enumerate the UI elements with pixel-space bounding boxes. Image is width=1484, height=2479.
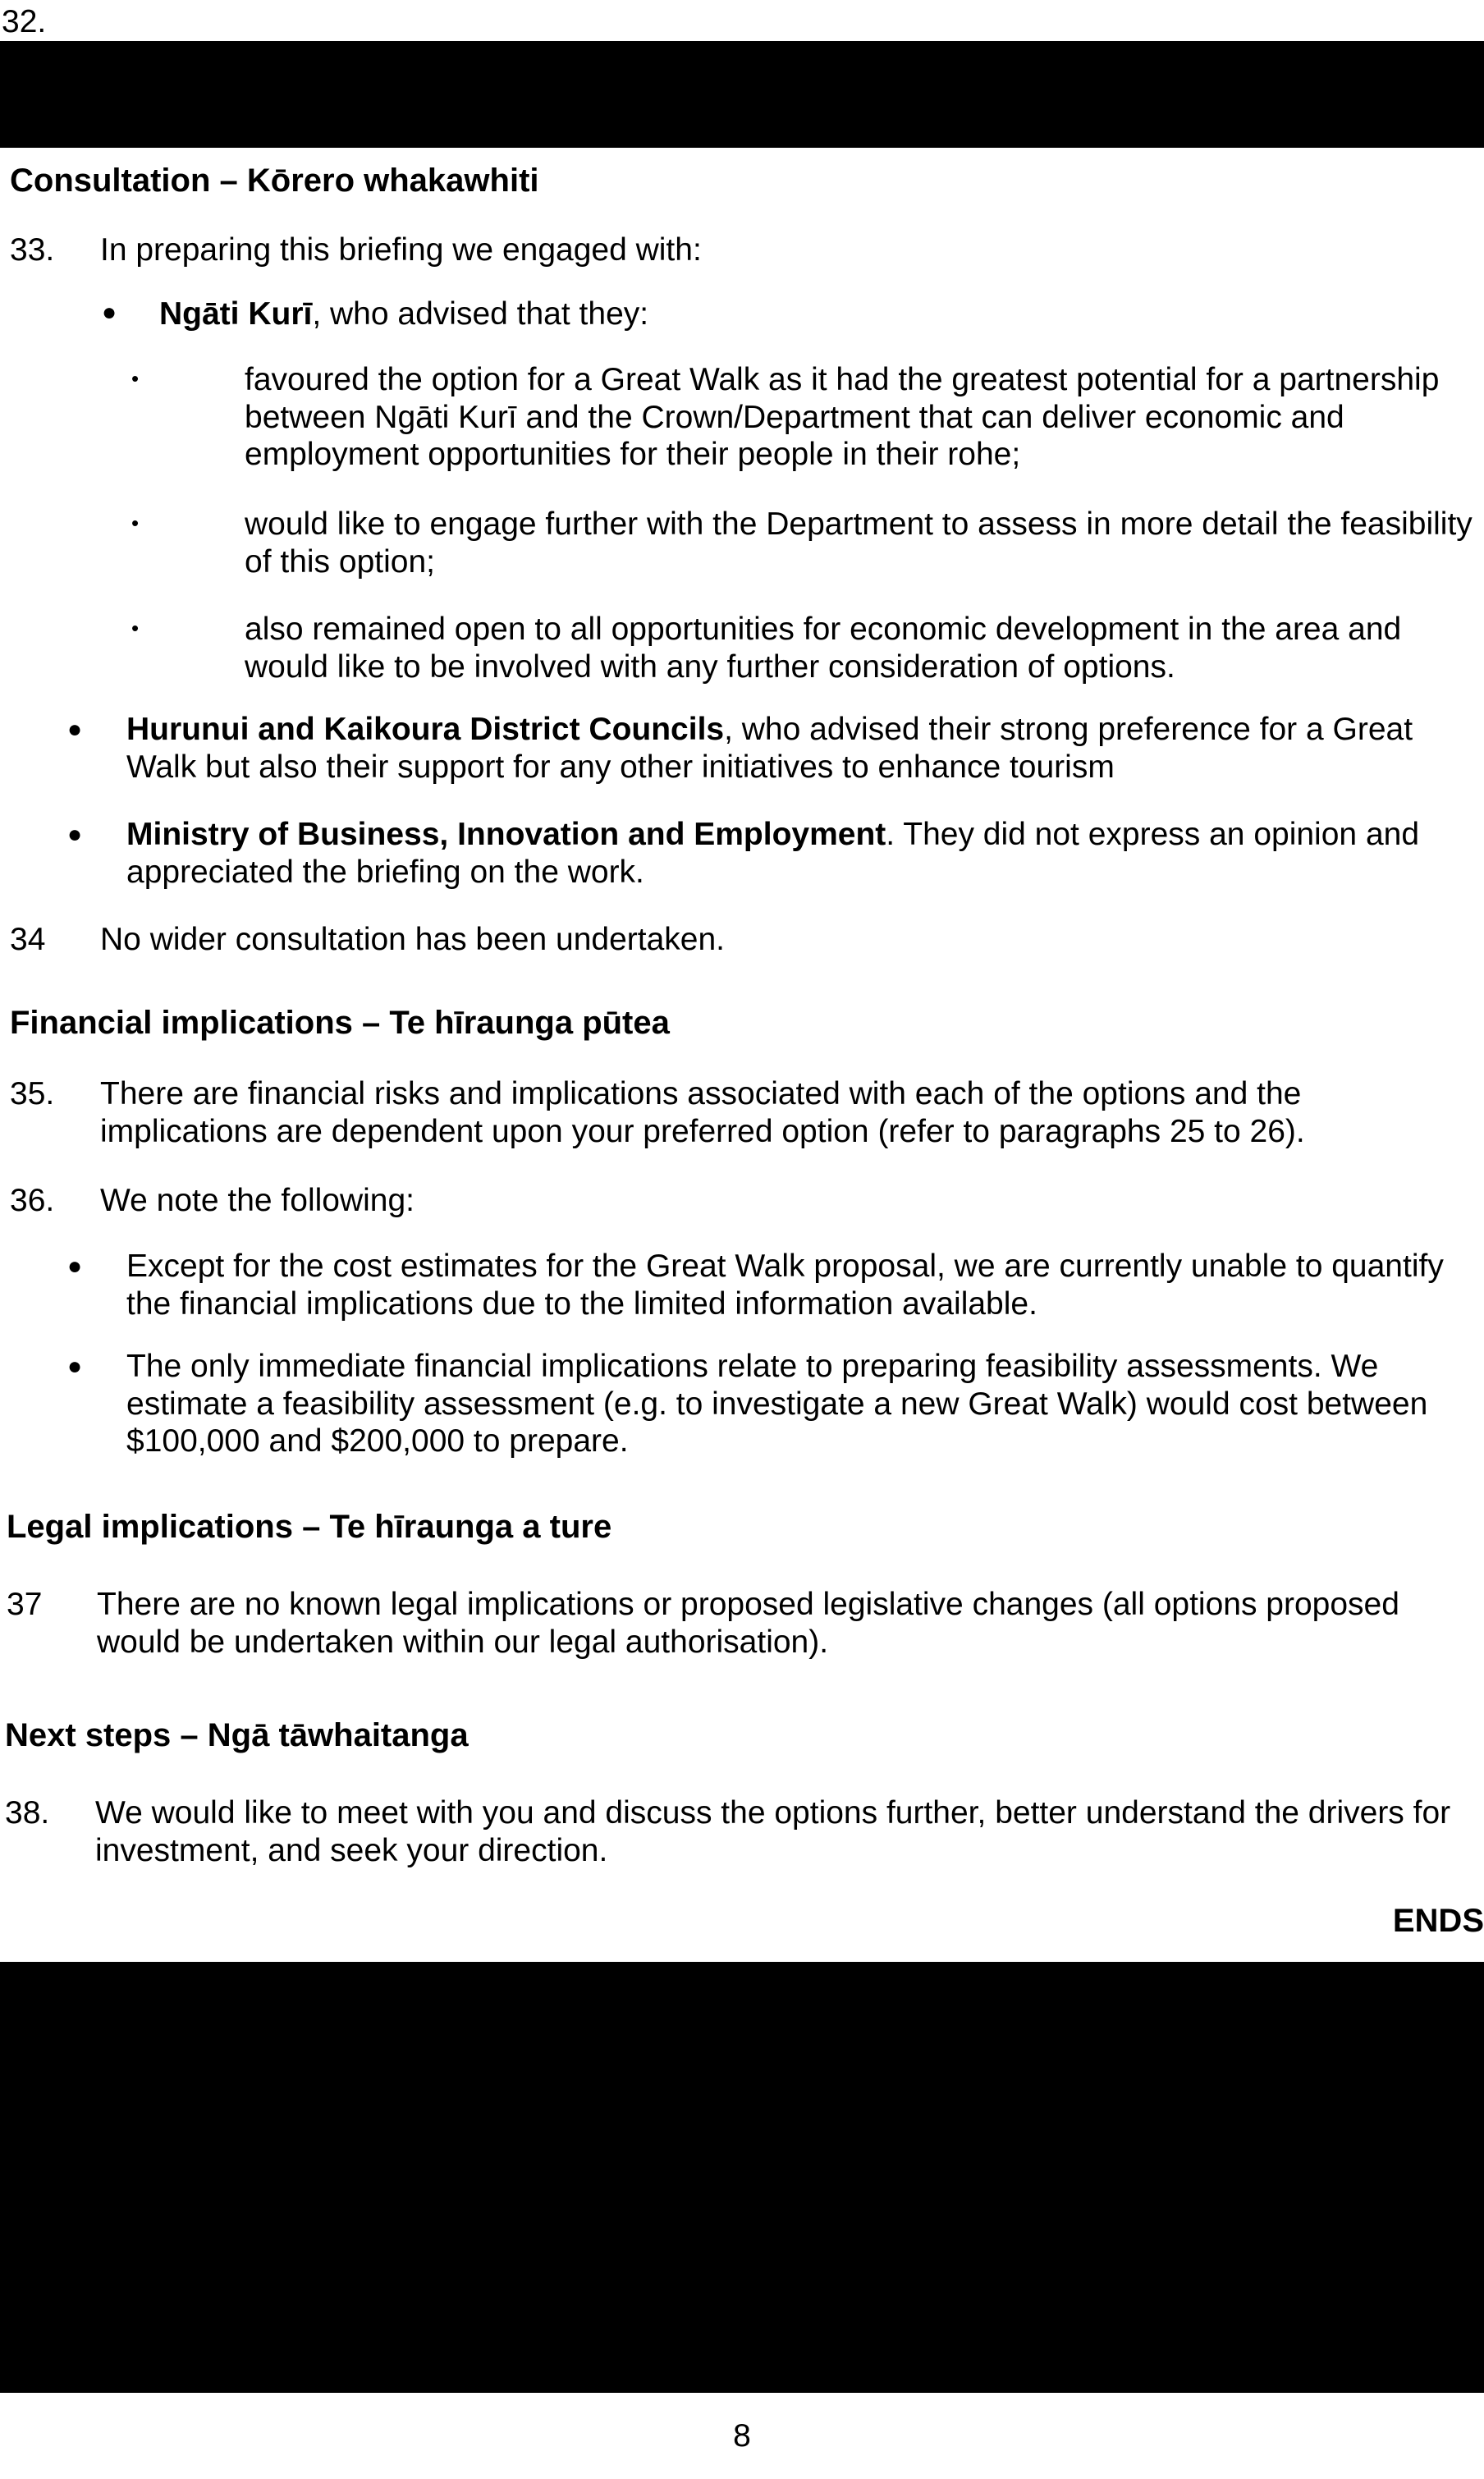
para-37-number: 37 xyxy=(7,1587,43,1622)
subbullet-1: • xyxy=(131,366,140,391)
hurunui-rest: , who advised their strong preference for a Great Walk but also their support for any other initiatives to enhance tourism xyxy=(126,712,1413,785)
para-36-text: We note the following: xyxy=(100,1183,415,1218)
ngati-sub-3: also remained open to all opportunities for economic development in the area and would like to be involved with any further consideration of options. xyxy=(245,612,1402,685)
financial-bullet-2: The only immediate financial implications relate to preparing feasibility assessments. We estimate a feasibility assessment (e.g. to investigate a new Great Walk) would cost between $100,000 and $200,000 to prepare. xyxy=(126,1349,1428,1459)
ngati-rest: , who advised that they: xyxy=(312,296,649,332)
subbullet-3: • xyxy=(131,616,140,640)
ngati-sub-2: would like to engage further with the Department to assess in more detail the feasibility of this option; xyxy=(245,506,1473,580)
para-38-text: We would like to meet with you and discuss the options further, better understand the drivers for investment, and seek your direction. xyxy=(95,1795,1451,1868)
heading-financial: Financial implications – Te hīraunga pūtea xyxy=(10,1005,670,1041)
bullet-ngati: ● xyxy=(102,299,117,326)
redaction-block-bottom xyxy=(0,1962,1484,2393)
para-35-number: 35. xyxy=(10,1076,55,1111)
mbie-text xyxy=(126,816,1440,891)
mbie-bold: Ministry of Business, Innovation and Employment xyxy=(126,817,886,852)
para-33-text: In preparing this briefing we engaged with: xyxy=(100,232,702,268)
para-36-number: 36. xyxy=(10,1183,55,1218)
bullet-hurunui: ● xyxy=(67,716,83,743)
heading-consultation: Consultation – Kōrero whakawhiti xyxy=(10,163,539,199)
financial-bullet-1: Except for the cost estimates for the Great Walk proposal, we are currently unable to quantify the financial implications due to the limited information available. xyxy=(126,1249,1444,1322)
heading-legal: Legal implications – Te hīraunga a ture xyxy=(7,1509,612,1545)
bullet-fin-1: ● xyxy=(67,1253,83,1280)
para-34-text: No wider consultation has been undertaken. xyxy=(100,922,725,957)
bullet-mbie: ● xyxy=(67,821,83,848)
bullet-fin-2: ● xyxy=(67,1353,83,1380)
para-35-text: There are financial risks and implications associated with each of the options and the implications are dependent upon your preferred option (refer to paragraphs 25 to 26). xyxy=(100,1076,1305,1149)
para-33-number: 33. xyxy=(10,232,55,268)
hurunui-bold: Hurunui and Kaikoura District Councils xyxy=(126,712,725,747)
para-37-text: There are no known legal implications or proposed legislative changes (all options proposed would be undertaken within our legal authorisation). xyxy=(97,1587,1399,1660)
para-32-number: 32. xyxy=(2,4,47,39)
ngati-text xyxy=(159,296,1456,333)
mbie-rest: . They did not express an opinion and appreciated the briefing on the work. xyxy=(126,817,1420,890)
para-38-number: 38. xyxy=(5,1795,50,1831)
heading-next-steps: Next steps – Ngā tāwhaitanga xyxy=(5,1717,469,1753)
ends-marker: ENDS xyxy=(1392,1903,1484,1939)
ngati-sub-1: favoured the option for a Great Walk as it had the greatest potential for a partnership between Ngāti Kurī and the Crown/Department that can deliver economic and employment opportunities for their people in their rohe; xyxy=(245,362,1440,473)
hurunui-text xyxy=(126,711,1481,786)
redaction-block-top xyxy=(0,41,1484,148)
para-34-number: 34 xyxy=(10,922,46,957)
ngati-bold: Ngāti Kurī xyxy=(159,296,313,332)
subbullet-2: • xyxy=(131,511,140,535)
page-number: 8 xyxy=(733,2418,751,2454)
